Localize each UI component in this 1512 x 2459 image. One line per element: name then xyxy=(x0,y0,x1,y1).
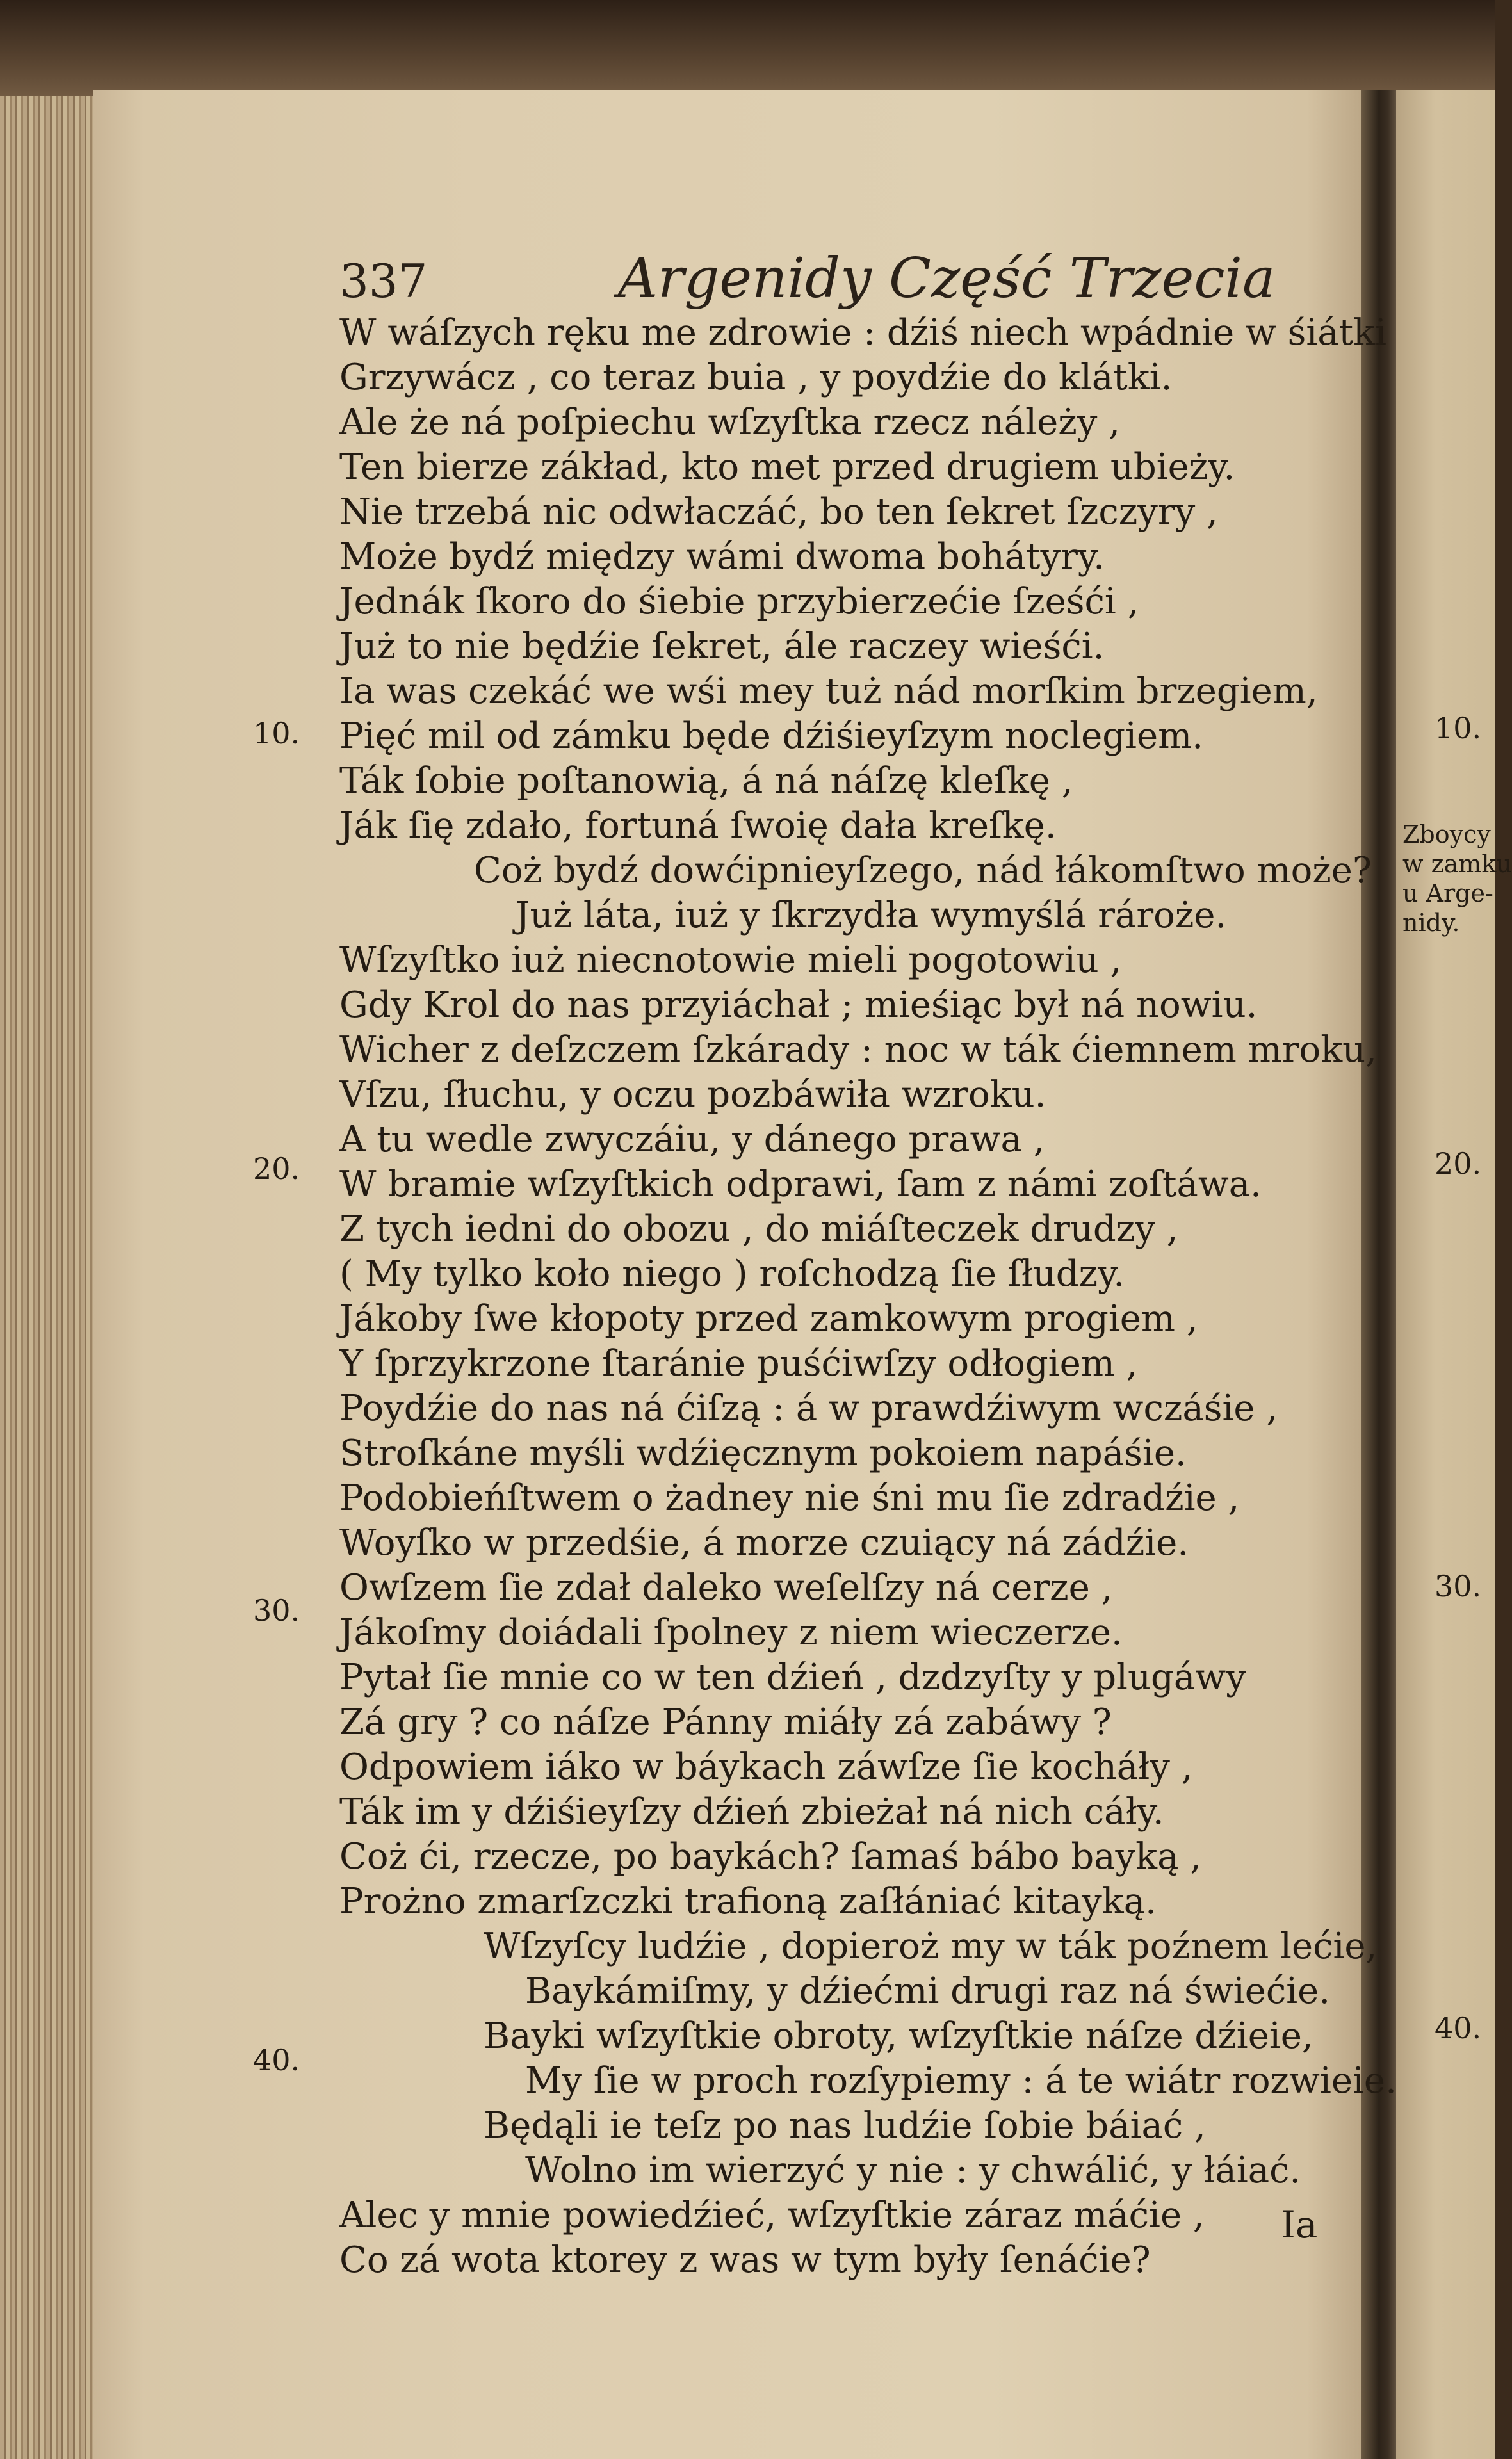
verse-line: Podobieńſtwem o żadney nie śni mu ſie zdradźie , xyxy=(339,1477,1240,1519)
facing-line-number: 10. xyxy=(1435,711,1482,745)
verse-line: Jednák ſkoro do śiebie przybierzećie ſześći , xyxy=(339,581,1139,622)
verse-line: Pytał ſie mnie co w ten dźień , dzdzyſty y plugáwy xyxy=(339,1657,1246,1698)
verse-line: Grzywácz , co teraz buia , y poydźie do klátki. xyxy=(339,357,1173,398)
line-number: 10. xyxy=(253,716,300,751)
verse-line: Nie trzebá nic odwłaczáć, bo ten ſekret ſzczyry , xyxy=(339,491,1218,533)
verse-line: Y ſprzykrzone ſtaránie puśćiwſzy odłogiem , xyxy=(339,1343,1138,1384)
verse-line: Owſzem ſie zdał daleko weſelſzy ná cerze , xyxy=(339,1567,1113,1609)
line-number: 30. xyxy=(253,1593,300,1628)
verse-line: Jákoſmy doiádali ſpolney z niem wieczerze. xyxy=(339,1612,1123,1653)
verse-line: Coż bydź dowćipnieyſzego, nád łákomſtwo może? xyxy=(474,850,1372,891)
verse-line: Poydźie do nas ná ćiſzą : á w prawdźiwym wczáśie , xyxy=(339,1388,1278,1429)
verse-line: Z tych iedni do obozu , do miáſteczek drudzy , xyxy=(339,1208,1178,1250)
verse-line: Wicher z deſzczem ſzkárady : noc w ták ćiemnem mroku, xyxy=(339,1029,1378,1071)
side-note-line: w zamku xyxy=(1402,850,1512,878)
verse-line: Ták im y dźiśieyſzy dźień zbieżał ná nich cáły. xyxy=(339,1791,1164,1833)
verse-line: My ſie w proch rozſypiemy : á te wiátr rozwieie. xyxy=(525,2060,1397,2102)
page-number: 337 xyxy=(339,254,428,308)
verse-line: Vſzu, ſłuchu, y oczu pozbáwiła wzroku. xyxy=(339,1074,1046,1116)
side-note xyxy=(1402,820,1512,937)
verse-line: Ale że ná poſpiechu wſzyſtka rzecz náleży , xyxy=(339,402,1120,443)
verse-line: ( My tylko koło niego ) roſchodzą ſie ſłudzy. xyxy=(339,1253,1125,1295)
page-edges xyxy=(0,96,96,2459)
verse-line: W wáſzych ręku me zdrowie : dźiś niech wpádnie w śiátki xyxy=(339,312,1387,353)
verse-line: Coż ći, rzecze, po baykách? ſamaś bábo bayką , xyxy=(339,1836,1202,1878)
side-note-line: nidy. xyxy=(1402,909,1460,937)
verse-line: Zá gry ? co náſze Pánny miáły zá zabáwy ? xyxy=(339,1701,1112,1743)
verse-line: Woyſko w przedśie, á morze czuiący ná zádźie. xyxy=(339,1522,1189,1564)
catchword: Ia xyxy=(1281,2203,1318,2246)
verse-line: Już láta, iuż y ſkrzydła wymyślá rároże. xyxy=(516,895,1227,936)
verse-line: Ten bierze zákład, kto met przed drugiem ubieży. xyxy=(339,446,1235,488)
running-title: Argenidy Część Trzecia xyxy=(618,247,1276,311)
verse-line: Wolno im wierzyć y nie : y chwálić, y łáiać. xyxy=(525,2150,1301,2191)
facing-line-number: 30. xyxy=(1435,1569,1482,1603)
line-number: 40. xyxy=(253,2043,300,2077)
line-number: 20. xyxy=(253,1151,300,1186)
facing-page-edge xyxy=(1396,90,1495,2459)
verse-line: Wſzyſtko iuż niecnotowie mieli pogotowiu , xyxy=(339,939,1122,981)
verse-line: Wſzyſcy ludźie , dopieroż my w ták poźnem lećie, xyxy=(484,1926,1378,1967)
facing-line-number: 20. xyxy=(1435,1146,1482,1181)
verse-line: Gdy Krol do nas przyiáchał ; mieśiąc był ná nowiu. xyxy=(339,984,1258,1026)
verse-line: Bayki wſzyſtkie obroty, wſzyſtkie náſze dźieie, xyxy=(484,2015,1313,2057)
verse-line: Pięć mil od zámku będe dźiśieyſzym noclegiem. xyxy=(339,715,1204,757)
side-note-line: Zboycy xyxy=(1402,820,1491,848)
verse-line: Może bydź między wámi dwoma bohátyry. xyxy=(339,536,1105,578)
verse-line: Prożno zmarſzczki trafioną zaſłániać kitayką. xyxy=(339,1881,1157,1922)
side-note-line: u Arge- xyxy=(1402,879,1493,907)
verse-line: Ták ſobie poſtanowią, á ná náſzę kleſkę , xyxy=(339,760,1073,802)
facing-line-number: 40. xyxy=(1435,2011,1482,2045)
verse-line: Co zá wota ktorey z was w tym były ſenáćie? xyxy=(339,2239,1151,2281)
verse-line: Będąli ie teſz po nas ludźie ſobie báiać , xyxy=(484,2105,1206,2147)
verse-line: Ják ſię zdało, fortuná ſwoię dała kreſkę. xyxy=(339,805,1057,847)
verse-line: Odpowiem iáko w báykach záwſze ſie kocháły , xyxy=(339,1746,1193,1788)
verse-line: Ia was czekáć we wśi mey tuż nád morſkim brzegiem, xyxy=(339,670,1318,712)
verse-line: W bramie wſzyſtkich odprawi, ſam z námi zoſtáwa. xyxy=(339,1164,1262,1205)
verse-line: Już to nie będźie ſekret, ále raczey wieśći. xyxy=(339,626,1105,667)
verse-line: Alec y mnie powiedźieć, wſzyſtkie záraz máćie , xyxy=(339,2195,1205,2236)
verse-line: A tu wedle zwyczáiu, y dánego prawa , xyxy=(339,1119,1045,1160)
verse-line: Jákoby ſwe kłopoty przed zamkowym progiem , xyxy=(339,1298,1198,1340)
verse-line: Stroſkáne myśli wdźięcznym pokoiem napáśie. xyxy=(339,1432,1187,1474)
verse-line: Baykámiſmy, y dźiećmi drugi raz ná świećie. xyxy=(525,1970,1331,2012)
